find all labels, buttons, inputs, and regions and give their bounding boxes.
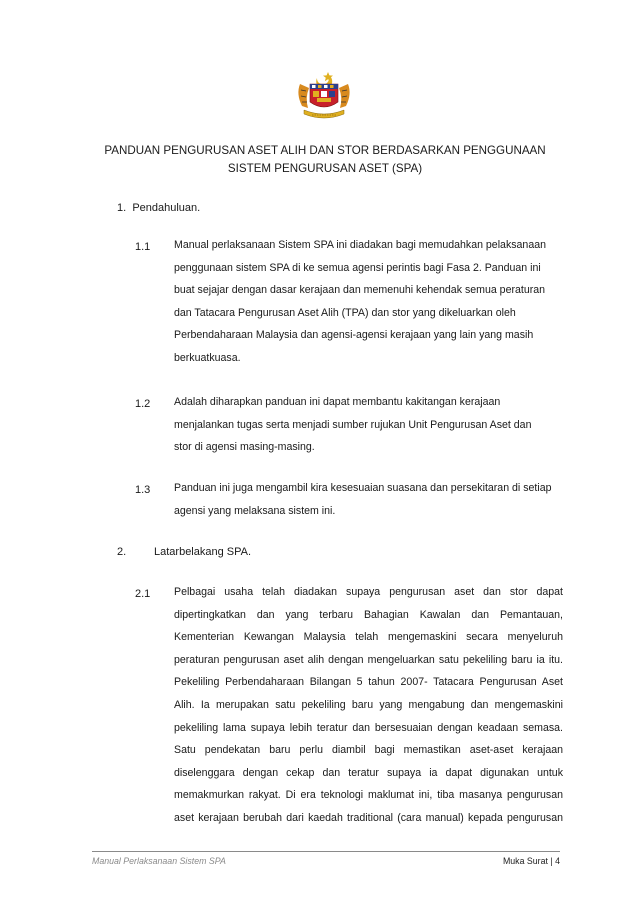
text-line: pekeliling lama supaya lebih teratur dan bersesuaian dengan keadaan semasa. xyxy=(174,721,563,734)
text-line: stor di agensi masing-masing. xyxy=(174,441,315,454)
text-line: Pekeliling Perbendaharaan Bilangan 5 tahun 2007- Tatacara Pengurusan Aset xyxy=(174,676,563,689)
footer-document-name: Manual Perlaksanaan Sistem SPA xyxy=(92,856,226,866)
title-line-2: SISTEM PENGURUSAN ASET (SPA) xyxy=(227,162,423,175)
page-footer xyxy=(92,851,560,870)
section-number: 2. xyxy=(117,546,127,558)
text-line: Alih. Ia merupakan satu pekeliling baru yang mengabung dan mengemaskini xyxy=(174,698,563,711)
paragraph-1-2 xyxy=(174,391,563,459)
text-line: buat sejajar dengan dasar kerajaan dan memenuhi kehendak semua peraturan xyxy=(174,284,546,297)
paragraph-number: 2.1 xyxy=(135,588,151,600)
text-line: dan Tatacara Pengurusan Aset Alih (TPA) dan stor yang dikeluarkan oleh xyxy=(174,306,516,319)
text-line: menjalankan tugas serta menjadi sumber rujukan Unit Pengurusan Aset dan xyxy=(174,418,532,431)
paragraph-number: 1.1 xyxy=(135,241,151,253)
text-line: berkuatkuasa. xyxy=(174,351,241,364)
document-title xyxy=(90,142,560,178)
text-line: penggunaan sistem SPA di ke semua agensi perintis bagi Fasa 2. Panduan ini xyxy=(174,261,541,274)
text-line: Panduan ini juga mengambil kira kesesuaian suasana dan persekitaran di setiap xyxy=(174,482,552,494)
paragraph-1-1 xyxy=(174,234,563,370)
text-line: memakmurkan rakyat. Di era teknologi maklumat ini, tiba masanya pengurusan xyxy=(174,789,563,802)
text-line: diselenggara dengan cekap dan teratur supaya ia dapat digunakan untuk xyxy=(174,766,563,779)
text-line: Manual perlaksanaan Sistem SPA ini diadakan bagi memudahkan pelaksanaan xyxy=(174,239,547,251)
paragraph-2-1 xyxy=(174,581,563,830)
paragraph-number: 1.3 xyxy=(135,484,151,496)
section-title: Pendahuluan. xyxy=(132,202,201,214)
paragraph-1-3 xyxy=(174,477,563,522)
text-line: peraturan pengurusan aset alih dengan mengeluarkan satu pekeliling baru ia itu. xyxy=(174,653,563,666)
title-line-1: PANDUAN PENGURUSAN ASET ALIH DAN STOR BERDASARKAN PENGGUNAAN xyxy=(104,144,546,157)
text-line: aset kerajaan berubah dari kaedah traditional (cara manual) kepada pengurusan xyxy=(174,811,563,824)
text-line: Perbendaharaan Malaysia dan agensi-agensi kerajaan yang lain yang masih xyxy=(174,329,534,342)
paragraph-number: 1.2 xyxy=(135,398,151,410)
text-line: Satu pendekatan baru perlu diambil bagi memastikan aset-aset kerajaan xyxy=(174,744,563,757)
section-1-heading xyxy=(117,201,200,215)
text-line: Pelbagai usaha telah diadakan supaya pengurusan aset dan stor dapat xyxy=(174,586,563,598)
coat-of-arms-emblem xyxy=(294,70,354,122)
text-line: Adalah diharapkan panduan ini dapat membantu kakitangan kerajaan xyxy=(174,396,501,408)
text-line: agensi yang melaksana sistem ini. xyxy=(174,504,336,517)
text-line: Kementerian Kewangan Malaysia telah mengemaskini secara menyeluruh xyxy=(174,631,563,644)
text-line: dipertingkatkan dan yang terbaru Bahagian Kawalan dan Pemantauan, xyxy=(174,608,563,621)
footer-page-number: Muka Surat | 4 xyxy=(502,856,560,866)
section-2-heading xyxy=(117,545,126,559)
section-2-title: Latarbelakang SPA. xyxy=(154,546,252,558)
section-number: 1. xyxy=(117,202,127,214)
